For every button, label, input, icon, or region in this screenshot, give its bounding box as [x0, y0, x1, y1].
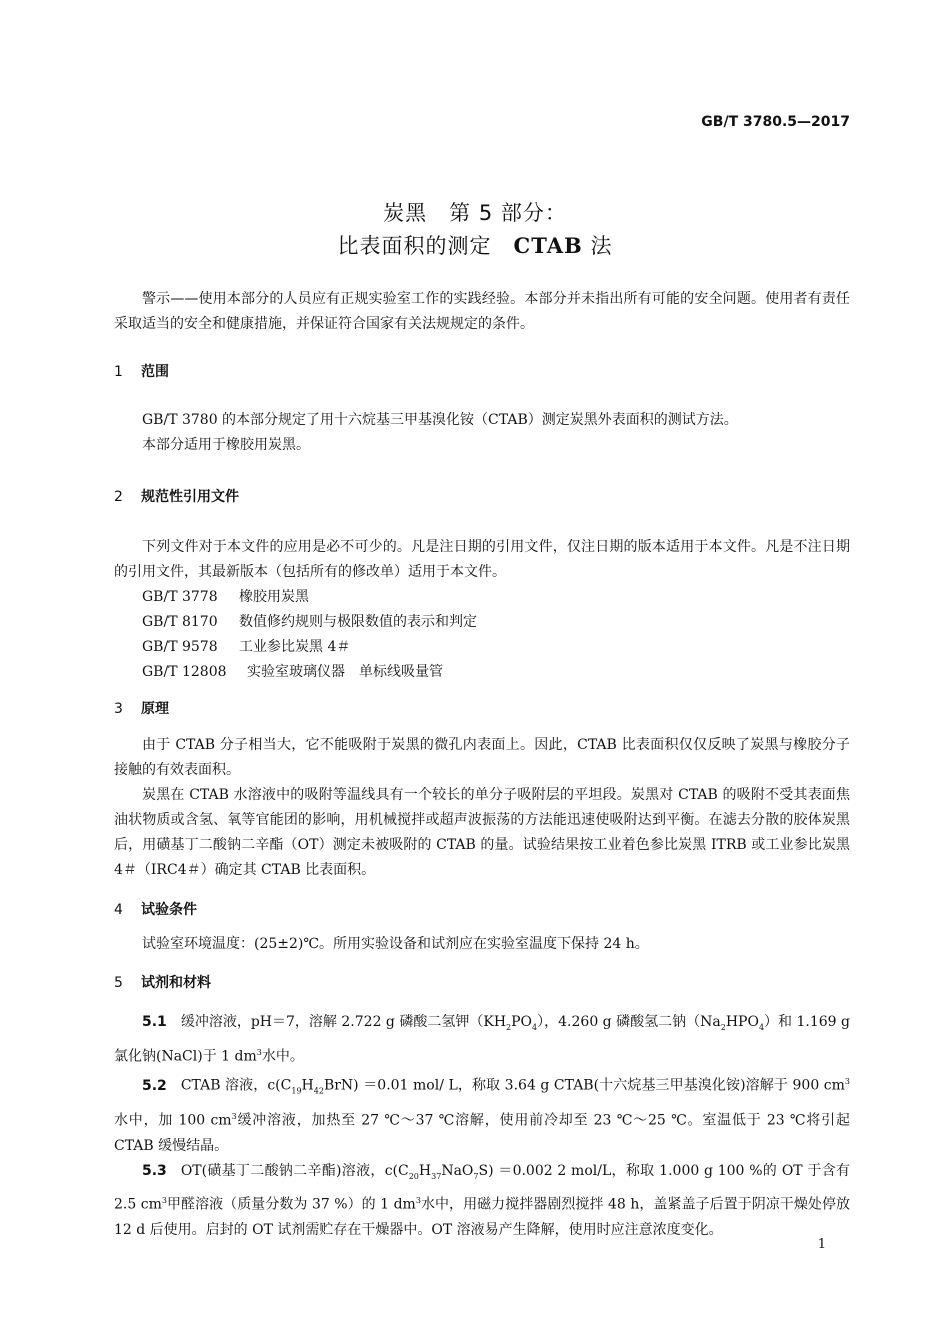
clause-text: 缓冲溶液，pH＝7，溶解 2.722 g 磷酸二氢钾（KH	[180, 1014, 507, 1030]
paragraph: 由于 CTAB 分子相当大，它不能吸附于炭黑的微孔内表面上。因此，CTAB 比表面积仅仅反映了炭黑与橡胶分子接触的有效表面积。	[114, 737, 850, 778]
reference-item	[114, 585, 850, 610]
paragraph: 下列文件对于本文件的应用是必不可少的。凡是注日期的引用文件，仅注日期的版本适用于本文件。凡是不注日期的引用文件，其最新版本（包括所有的修改单）适用于本文件。	[114, 539, 850, 580]
clause-text: ）和 1.169 g 氯化钠(NaCl)于 1 dm	[114, 1014, 850, 1065]
section-number: 3	[114, 701, 123, 717]
subscript: 37	[431, 1171, 442, 1181]
clause-text: 缓冲溶液，加热至 27 ℃～37 ℃溶解，使用前冷却至 23 ℃～25 ℃。室温低于 23 ℃将引起 CTAB 缓慢结晶。	[114, 1112, 850, 1154]
reference-code: GB/T 9578	[142, 639, 218, 655]
clause-text: 水中。	[261, 1048, 304, 1065]
clause-text: H	[418, 1162, 432, 1179]
subscript: 2	[506, 1022, 512, 1032]
section-3-heading	[114, 698, 169, 718]
subscript: 2	[720, 1022, 726, 1032]
section-number: 5	[114, 975, 123, 991]
clause-text: 甲醛溶液（质量分数为 37 %）的 1 dm	[166, 1197, 416, 1214]
reference-code: GB/T 8170	[142, 614, 218, 630]
warning-paragraph	[114, 287, 850, 337]
section-5-heading	[114, 972, 211, 992]
section-1-heading	[114, 361, 169, 381]
section-number: 4	[114, 902, 123, 918]
paragraph: 本部分适用于橡胶用炭黑。	[142, 437, 310, 453]
superscript: 3	[844, 1077, 850, 1087]
clause-text: BrN) ＝0.01 mol/ L，称取 3.64 g CTAB(十六烷基三甲基溴化铵)溶解于 900 cm	[323, 1078, 845, 1095]
section-2-body	[114, 535, 850, 685]
clause-text: 水中，用磁力搅拌器剧烈搅拌 48 h，盖紧盖子后置于阴凉干燥处停放 12 d 后使用。启封的 OT 试剂需贮存在干燥器中。OT 溶液易产生降解，使用时应注意浓度变化。	[114, 1197, 850, 1239]
clause-text: HPO	[725, 1014, 759, 1030]
clause-number: 5.2	[142, 1078, 167, 1095]
subscript: 42	[313, 1086, 324, 1096]
section-title: 范围	[141, 364, 169, 380]
section-title: 原理	[141, 701, 169, 717]
clause-5-2	[114, 1069, 850, 1158]
title-line-2-cn: 比表面积的测定	[337, 234, 514, 258]
paragraph: GB/T 3780 的本部分规定了用十六烷基三甲基溴化铵（CTAB）测定炭黑外表面积的测试方法。	[142, 412, 738, 428]
clause-number: 5.3	[142, 1162, 167, 1179]
title-line-2	[0, 230, 950, 260]
section-title: 试剂和材料	[141, 975, 211, 991]
superscript: 3	[161, 1196, 167, 1206]
clause-number: 5.1	[142, 1014, 167, 1030]
section-title: 试验条件	[141, 902, 197, 918]
clause-text: 水中，加 100 cm	[114, 1112, 232, 1129]
warning-text: 警示——使用本部分的人员应有正规实验室工作的实践经验。本部分并未指出所有可能的安全问题。使用者有责任采取适当的安全和健康措施，并保证符合国家有关法规规定的条件。	[114, 291, 850, 332]
clause-text: CTAB 溶液，c(C	[180, 1078, 292, 1095]
section-3-body	[114, 733, 850, 883]
clause-text: NaO	[441, 1162, 474, 1179]
clause-text: OT(磺基丁二酸钠二辛酯)溶液，c(C	[180, 1162, 409, 1179]
clause-5-3	[114, 1159, 850, 1243]
standard-code: GB/T 3780.5—2017	[701, 114, 850, 130]
clause-5-1	[114, 1010, 850, 1069]
reference-name: 数值修约规则与极限数值的表示和判定	[239, 614, 477, 630]
paragraph: 炭黑在 CTAB 水溶液中的吸附等温线具有一个较长的单分子吸附层的平坦段。炭黑对 CTAB 的吸附不受其表面焦油状物质或含氢、氧等官能团的影响，用机械搅拌或超声波振荡的方法能迅速使吸附达到平衡。在滤去分散的胶体炭黑后，用磺基丁二酸钠二辛酯（OT）测定未被吸附的 CTAB 的量。试验结果按工业着色参比炭黑 ITRB 或工业参比炭黑 4＃（IRC4＃）确定其 CTAB 比表面积。	[114, 787, 850, 878]
subscript: 4	[758, 1022, 765, 1032]
reference-code: GB/T 12808	[142, 664, 227, 680]
section-4-heading	[114, 899, 197, 919]
reference-name: 橡胶用炭黑	[239, 589, 309, 605]
subscript: 4	[532, 1022, 538, 1032]
subscript: 19	[291, 1086, 302, 1096]
subscript: 7	[473, 1171, 479, 1181]
paragraph: 试验室环境温度：(25±2)℃。所用实验设备和试剂应在实验室温度下保持 24 h。	[142, 936, 649, 952]
reference-item	[114, 610, 850, 635]
title-line-2-latin: CTAB	[513, 233, 583, 258]
reference-code: GB/T 3778	[142, 589, 218, 605]
section-number: 1	[114, 364, 123, 380]
superscript: 3	[231, 1111, 237, 1121]
section-title: 规范性引用文件	[141, 489, 239, 505]
reference-name: 实验室玻璃仪器 单标线吸量管	[247, 664, 443, 680]
reference-item	[114, 635, 850, 660]
section-2-heading	[114, 486, 239, 506]
reference-name: 工业参比炭黑 4＃	[239, 639, 351, 655]
section-1-body	[114, 408, 850, 458]
clause-text: PO	[511, 1014, 533, 1030]
superscript: 3	[256, 1047, 262, 1057]
reference-item	[114, 660, 850, 685]
section-number: 2	[114, 489, 123, 505]
section-4-body	[114, 932, 850, 957]
title-line-2-suffix: 法	[582, 234, 613, 258]
page-number: 1	[817, 1237, 826, 1252]
title-line-1: 炭黑 第 5 部分：	[383, 201, 567, 225]
superscript: 3	[415, 1196, 421, 1206]
subscript: 20	[408, 1171, 419, 1181]
clause-text: ），4.260 g 磷酸氢二钠（Na	[537, 1014, 721, 1030]
clause-text: S) ＝0.002 2 mol/L，称取 1.000 g 100 %的 OT 于含有 2.5 cm	[114, 1162, 850, 1214]
clause-text: H	[301, 1078, 314, 1095]
section-5-body	[114, 1010, 850, 1243]
reference-list	[114, 585, 850, 685]
